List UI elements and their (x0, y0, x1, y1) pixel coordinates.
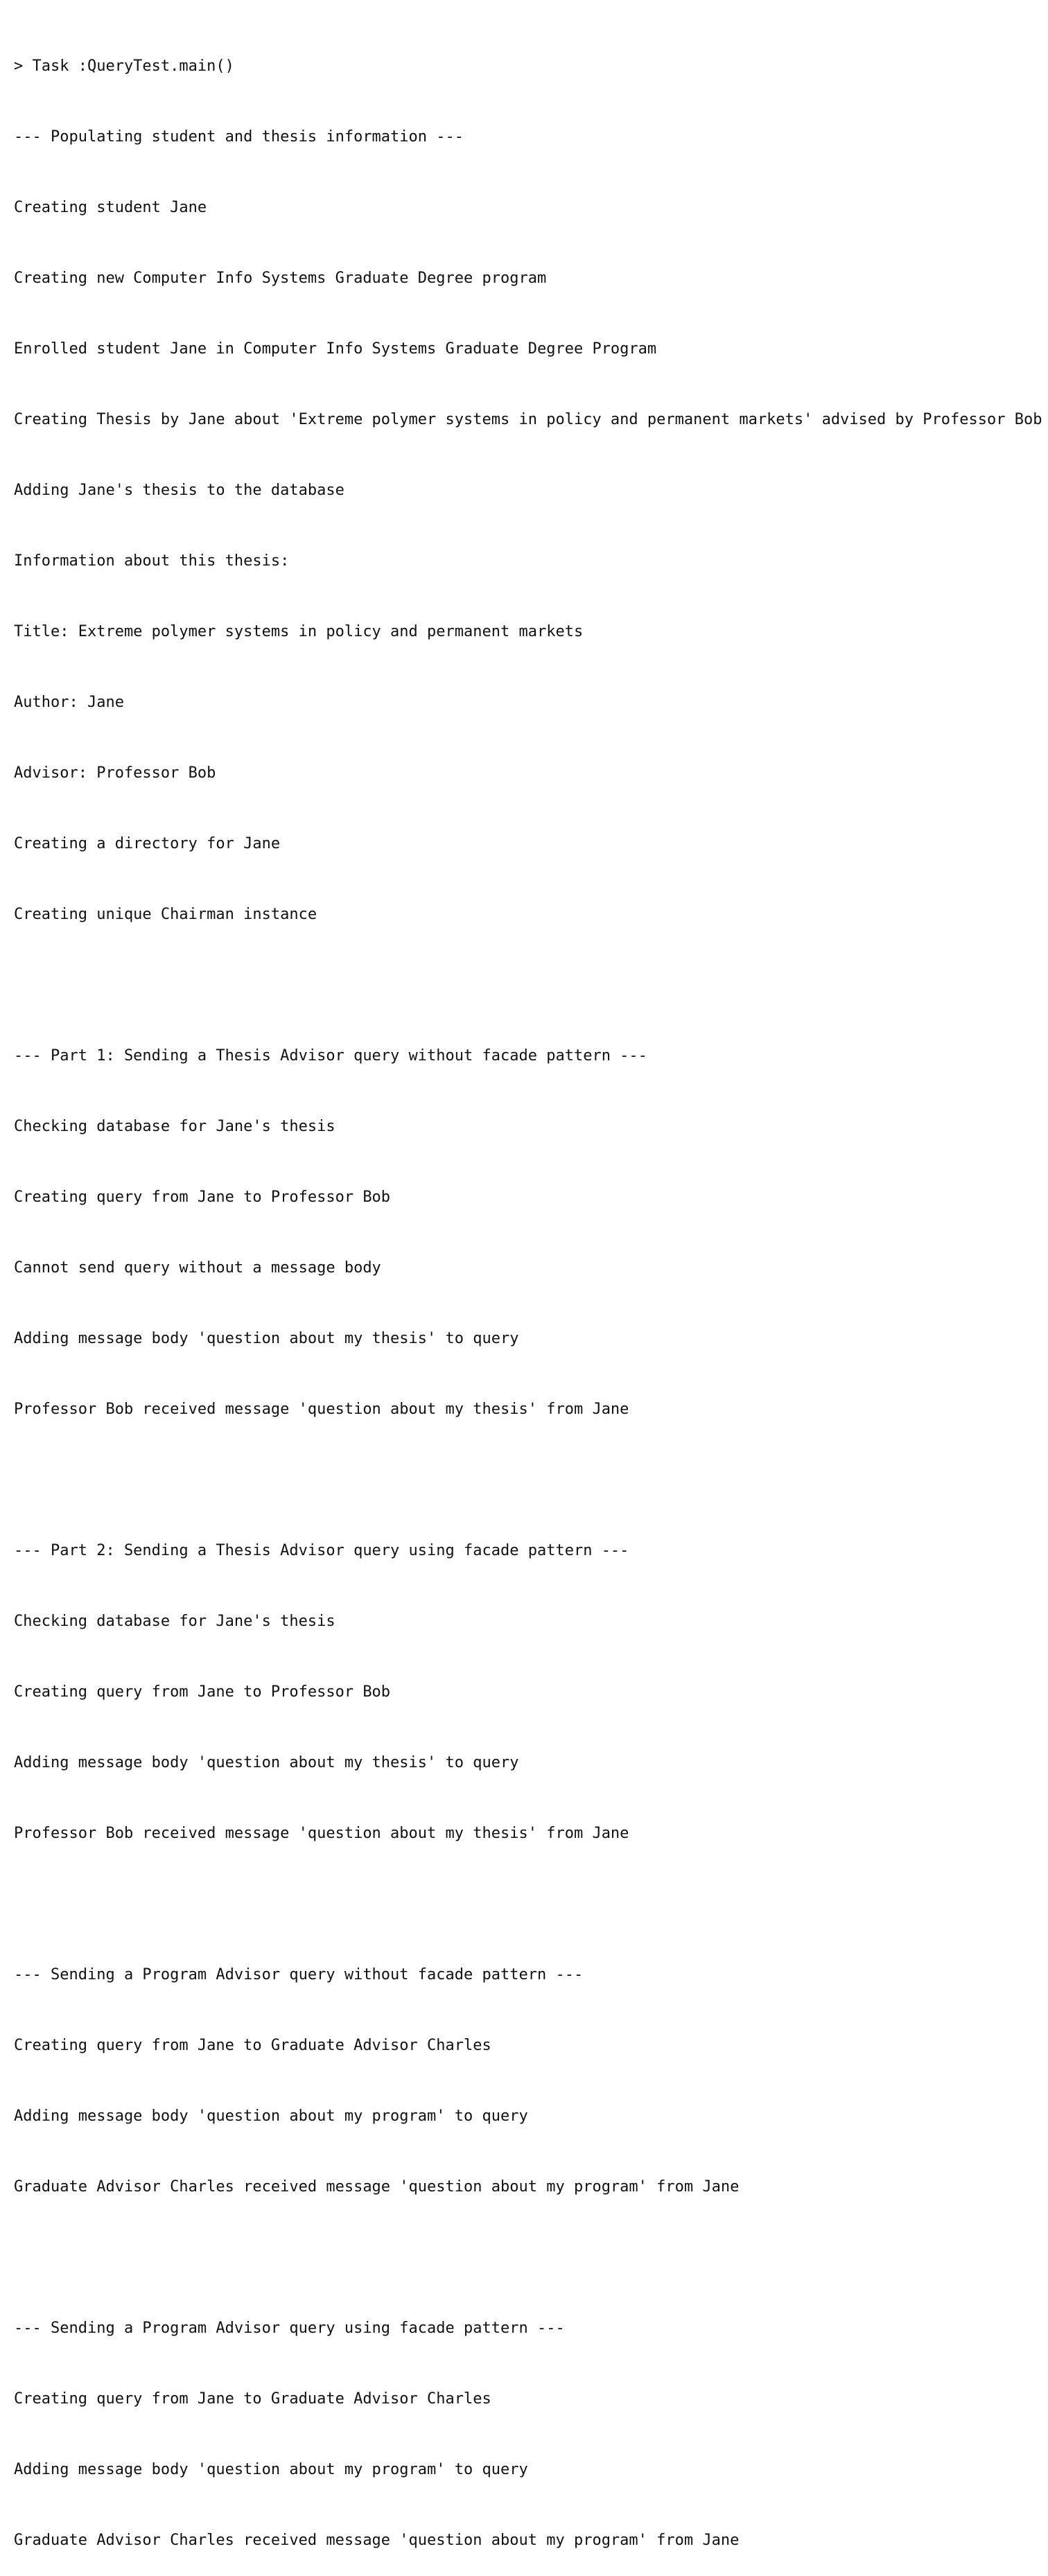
console-line: --- Sending a Program Advisor query using facade pattern --- (14, 2320, 565, 2337)
console-line: Creating a directory for Jane (14, 835, 281, 852)
console-blank-line (14, 1893, 1040, 1916)
console-line: Graduate Advisor Charles received message 'question about my program' from Jane (14, 2532, 740, 2549)
console-line: Title: Extreme polymer systems in policy and permanent markets (14, 623, 584, 640)
console-line: Cannot send query without a message body (14, 1259, 381, 1277)
console-line: Creating query from Jane to Professor Bob (14, 1189, 391, 1206)
console-blank-line (14, 974, 1040, 997)
console-line: --- Sending a Program Advisor query without facade pattern --- (14, 1966, 584, 1983)
console-line: Author: Jane (14, 694, 124, 711)
console-line: Professor Bob received message 'question about my thesis' from Jane (14, 1401, 629, 1418)
console-line: --- Part 1: Sending a Thesis Advisor query without facade pattern --- (14, 1047, 647, 1064)
console-line: Checking database for Jane's thesis (14, 1613, 335, 1630)
console-line: --- Populating student and thesis information --- (14, 128, 464, 146)
console-line: Creating unique Chairman instance (14, 906, 317, 923)
console-line: Creating query from Jane to Graduate Advisor Charles (14, 2037, 491, 2054)
console-line: --- Part 2: Sending a Thesis Advisor query using facade pattern --- (14, 1542, 629, 1559)
console-blank-line (14, 1469, 1040, 1492)
console-line: > Task :QueryTest.main() (14, 58, 234, 75)
console-line: Checking database for Jane's thesis (14, 1118, 335, 1135)
console-line: Graduate Advisor Charles received message 'question about my program' from Jane (14, 2178, 740, 2196)
console-line: Adding Jane's thesis to the database (14, 482, 344, 499)
console-line: Adding message body 'question about my thesis' to query (14, 1330, 519, 1347)
console-line: Professor Bob received message 'question about my thesis' from Jane (14, 1825, 629, 1842)
console-line: Adding message body 'question about my program' to query (14, 2461, 528, 2478)
console-blank-line (14, 2246, 1040, 2270)
console-line: Creating query from Jane to Graduate Advisor Charles (14, 2390, 491, 2408)
console-line: Adding message body 'question about my thesis' to query (14, 1754, 519, 1771)
console-line: Creating query from Jane to Professor Bob (14, 1683, 391, 1701)
console-line: Information about this thesis: (14, 552, 290, 570)
console-output (14, 8, 1040, 2576)
console-line: Creating student Jane (14, 199, 207, 216)
console-line: Enrolled student Jane in Computer Info Systems Graduate Degree Program (14, 340, 657, 358)
console-line: Creating new Computer Info Systems Graduate Degree program (14, 270, 547, 287)
console-line: Creating Thesis by Jane about 'Extreme polymer systems in policy and permanent markets' advised by Professor Bob (14, 411, 1042, 428)
console-line: Adding message body 'question about my program' to query (14, 2108, 528, 2125)
console-line: Advisor: Professor Bob (14, 764, 216, 782)
